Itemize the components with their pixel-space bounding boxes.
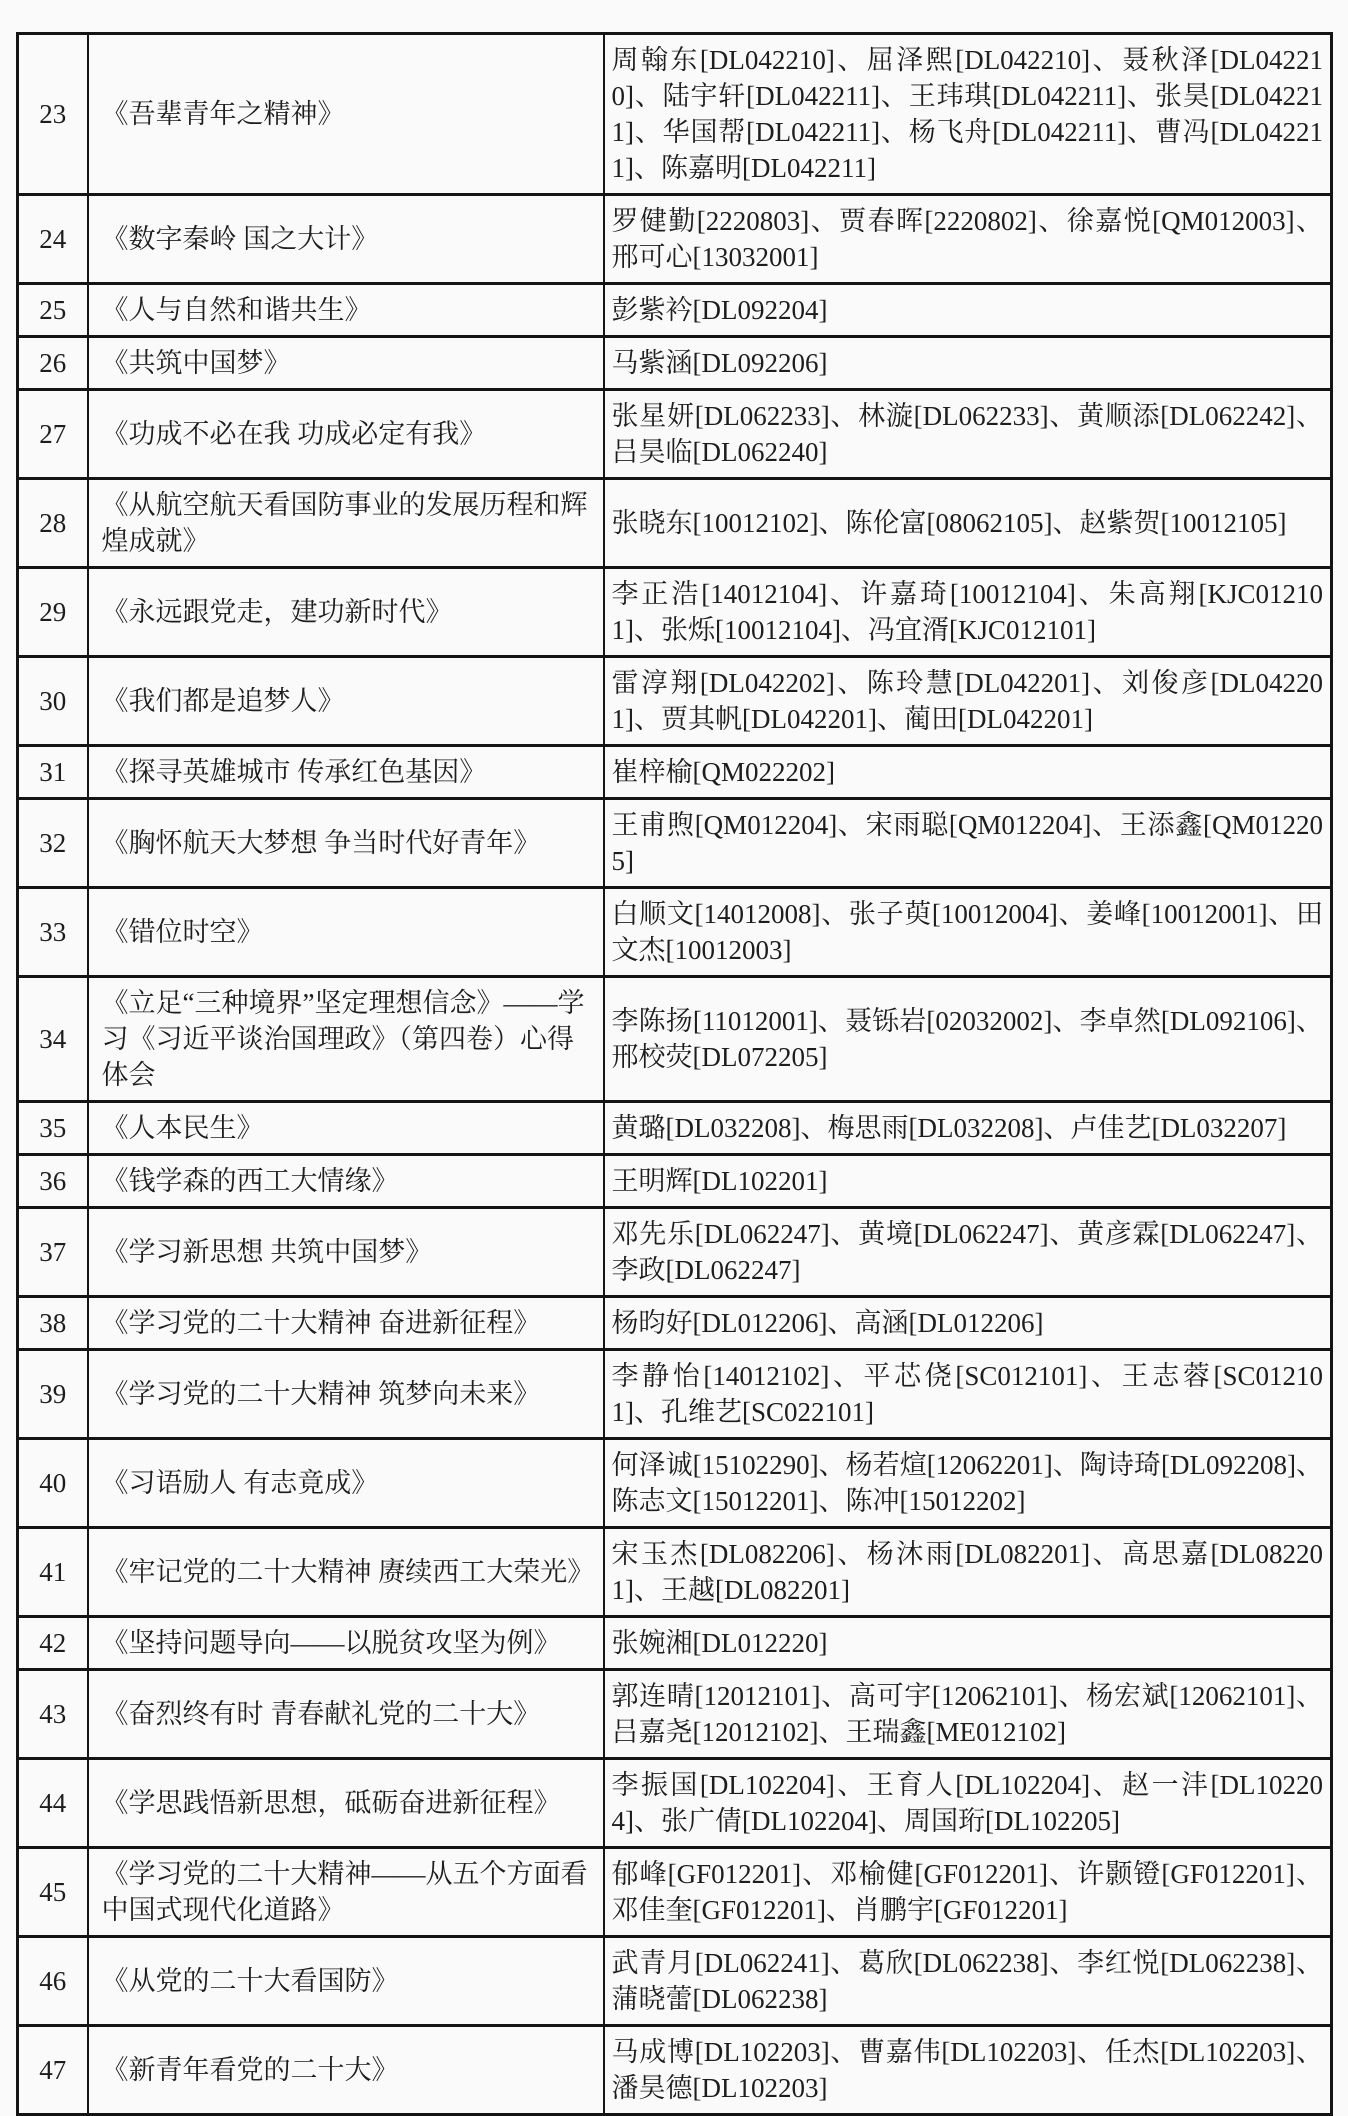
members-cell: 李振国[DL102204]、王育人[DL102204]、赵一沣[DL102204]、张广倩[DL102204]、周国珩[DL102205] (604, 1759, 1332, 1848)
work-title-cell: 《错位时空》 (88, 888, 604, 977)
table-row (18, 337, 1332, 390)
members-cell: 王明辉[DL102201] (604, 1155, 1332, 1208)
row-number-cell: 44 (18, 1759, 88, 1848)
work-title-cell: 《坚持问题导向——以脱贫攻坚为例》 (88, 1617, 604, 1670)
work-title-cell: 《学习新思想 共筑中国梦》 (88, 1208, 604, 1297)
work-title-cell: 《钱学森的西工大情缘》 (88, 1155, 604, 1208)
row-number-cell: 25 (18, 284, 88, 337)
members-cell: 何泽诚[15102290]、杨若煊[12062201]、陶诗琦[DL092208]、陈志文[15012201]、陈冲[15012202] (604, 1439, 1332, 1528)
row-number-cell: 37 (18, 1208, 88, 1297)
members-cell: 张晓东[10012102]、陈伦富[08062105]、赵紫贺[10012105] (604, 479, 1332, 568)
row-number-cell: 47 (18, 2026, 88, 2115)
row-number-cell: 34 (18, 977, 88, 1102)
table-row (18, 1155, 1332, 1208)
row-number-cell: 27 (18, 390, 88, 479)
work-title-cell: 《新青年看党的二十大》 (88, 2026, 604, 2115)
work-title-cell: 《功成不必在我 功成必定有我》 (88, 390, 604, 479)
work-title-cell: 《立足“三种境界”坚定理想信念》——学习《习近平谈治国理政》（第四卷）心得体会 (88, 977, 604, 1102)
work-title-cell: 《永远跟党走，建功新时代》 (88, 568, 604, 657)
row-number-cell: 38 (18, 1297, 88, 1350)
table-row (18, 799, 1332, 888)
work-title-cell: 《学习党的二十大精神 筑梦向未来》 (88, 1350, 604, 1439)
row-number-cell: 39 (18, 1350, 88, 1439)
work-title-cell: 《从党的二十大看国防》 (88, 1937, 604, 2026)
members-cell: 杨昀好[DL012206]、高涵[DL012206] (604, 1297, 1332, 1350)
members-cell: 郭连晴[12012101]、高可宇[12062101]、杨宏斌[12062101]、吕嘉尧[12012102]、王瑞鑫[ME012102] (604, 1670, 1332, 1759)
work-title-cell: 《胸怀航天大梦想 争当时代好青年》 (88, 799, 604, 888)
members-cell: 李陈扬[11012001]、聂铄岩[02032002]、李卓然[DL092106]、邢校荧[DL072205] (604, 977, 1332, 1102)
members-cell: 宋玉杰[DL082206]、杨沐雨[DL082201]、高思嘉[DL082201]、王越[DL082201] (604, 1528, 1332, 1617)
table-body (18, 34, 1332, 2115)
table-row (18, 1937, 1332, 2026)
work-title-cell: 《人与自然和谐共生》 (88, 284, 604, 337)
table-row (18, 977, 1332, 1102)
table-row (18, 390, 1332, 479)
row-number-cell: 24 (18, 195, 88, 284)
row-number-cell: 30 (18, 657, 88, 746)
work-title-cell: 《奋烈终有时 青春献礼党的二十大》 (88, 1670, 604, 1759)
table-row (18, 1350, 1332, 1439)
row-number-cell: 35 (18, 1102, 88, 1155)
table-row (18, 34, 1332, 195)
members-cell: 马紫涵[DL092206] (604, 337, 1332, 390)
table-row (18, 1528, 1332, 1617)
row-number-cell: 46 (18, 1937, 88, 2026)
members-cell: 邓先乐[DL062247]、黄境[DL062247]、黄彦霖[DL062247]、李政[DL062247] (604, 1208, 1332, 1297)
table-row (18, 1848, 1332, 1937)
table-row (18, 1208, 1332, 1297)
members-cell: 雷淳翔[DL042202]、陈玲慧[DL042201]、刘俊彦[DL042201]、贾其帆[DL042201]、蔺田[DL042201] (604, 657, 1332, 746)
row-number-cell: 23 (18, 34, 88, 195)
work-title-cell: 《习语励人 有志竟成》 (88, 1439, 604, 1528)
work-title-cell: 《牢记党的二十大精神 赓续西工大荣光》 (88, 1528, 604, 1617)
members-cell: 黄璐[DL032208]、梅思雨[DL032208]、卢佳艺[DL032207] (604, 1102, 1332, 1155)
row-number-cell: 40 (18, 1439, 88, 1528)
row-number-cell: 42 (18, 1617, 88, 1670)
members-cell: 李静怡[14012102]、平芯侥[SC012101]、王志蓉[SC012101]、孔维艺[SC022101] (604, 1350, 1332, 1439)
table-row (18, 2026, 1332, 2115)
work-title-cell: 《人本民生》 (88, 1102, 604, 1155)
row-number-cell: 41 (18, 1528, 88, 1617)
members-cell: 马成博[DL102203]、曹嘉伟[DL102203]、任杰[DL102203]、潘昊德[DL102203] (604, 2026, 1332, 2115)
members-cell: 彭紫衿[DL092204] (604, 284, 1332, 337)
row-number-cell: 31 (18, 746, 88, 799)
members-cell: 张婉湘[DL012220] (604, 1617, 1332, 1670)
table-row (18, 1297, 1332, 1350)
table-row (18, 1439, 1332, 1528)
members-cell: 郁峰[GF012201]、邓榆健[GF012201]、许颢镫[GF012201]、邓佳奎[GF012201]、肖鹏宇[GF012201] (604, 1848, 1332, 1937)
work-title-cell: 《学思践悟新思想，砥砺奋进新征程》 (88, 1759, 604, 1848)
work-title-cell: 《学习党的二十大精神 奋进新征程》 (88, 1297, 604, 1350)
table-row (18, 1670, 1332, 1759)
works-members-table (16, 32, 1333, 2116)
table-row (18, 888, 1332, 977)
work-title-cell: 《我们都是追梦人》 (88, 657, 604, 746)
members-cell: 周翰东[DL042210]、屈泽熙[DL042210]、聂秋泽[DL042210]、陆宇轩[DL042211]、王玮琪[DL042211]、张昊[DL042211]、华国帮[DL042211]、杨飞舟[DL042211]、曹冯[DL042211]、陈嘉明[DL042211] (604, 34, 1332, 195)
members-cell: 白顺文[14012008]、张子萸[10012004]、姜峰[10012001]、田文杰[10012003] (604, 888, 1332, 977)
table-row (18, 746, 1332, 799)
table-row (18, 568, 1332, 657)
members-cell: 李正浩[14012104]、许嘉琦[10012104]、朱高翔[KJC012101]、张烁[10012104]、冯宜湑[KJC012101] (604, 568, 1332, 657)
members-cell: 王甫煦[QM012204]、宋雨聪[QM012204]、王添鑫[QM012205] (604, 799, 1332, 888)
table-row (18, 1617, 1332, 1670)
work-title-cell: 《从航空航天看国防事业的发展历程和辉煌成就》 (88, 479, 604, 568)
work-title-cell: 《学习党的二十大精神——从五个方面看中国式现代化道路》 (88, 1848, 604, 1937)
work-title-cell: 《探寻英雄城市 传承红色基因》 (88, 746, 604, 799)
work-title-cell: 《共筑中国梦》 (88, 337, 604, 390)
row-number-cell: 43 (18, 1670, 88, 1759)
members-cell: 罗健勤[2220803]、贾春晖[2220802]、徐嘉悦[QM012003]、邢可心[13032001] (604, 195, 1332, 284)
table-row (18, 195, 1332, 284)
work-title-cell: 《数字秦岭 国之大计》 (88, 195, 604, 284)
row-number-cell: 36 (18, 1155, 88, 1208)
members-cell: 崔梓榆[QM022202] (604, 746, 1332, 799)
row-number-cell: 29 (18, 568, 88, 657)
table-row (18, 479, 1332, 568)
table-row (18, 1102, 1332, 1155)
work-title-cell: 《吾辈青年之精神》 (88, 34, 604, 195)
row-number-cell: 26 (18, 337, 88, 390)
row-number-cell: 33 (18, 888, 88, 977)
members-cell: 武青月[DL062241]、葛欣[DL062238]、李红悦[DL062238]、蒲晓蕾[DL062238] (604, 1937, 1332, 2026)
table-row (18, 284, 1332, 337)
row-number-cell: 45 (18, 1848, 88, 1937)
row-number-cell: 32 (18, 799, 88, 888)
members-cell: 张星妍[DL062233]、林漩[DL062233]、黄顺添[DL062242]、吕昊临[DL062240] (604, 390, 1332, 479)
table-row (18, 657, 1332, 746)
table-row (18, 1759, 1332, 1848)
row-number-cell: 28 (18, 479, 88, 568)
